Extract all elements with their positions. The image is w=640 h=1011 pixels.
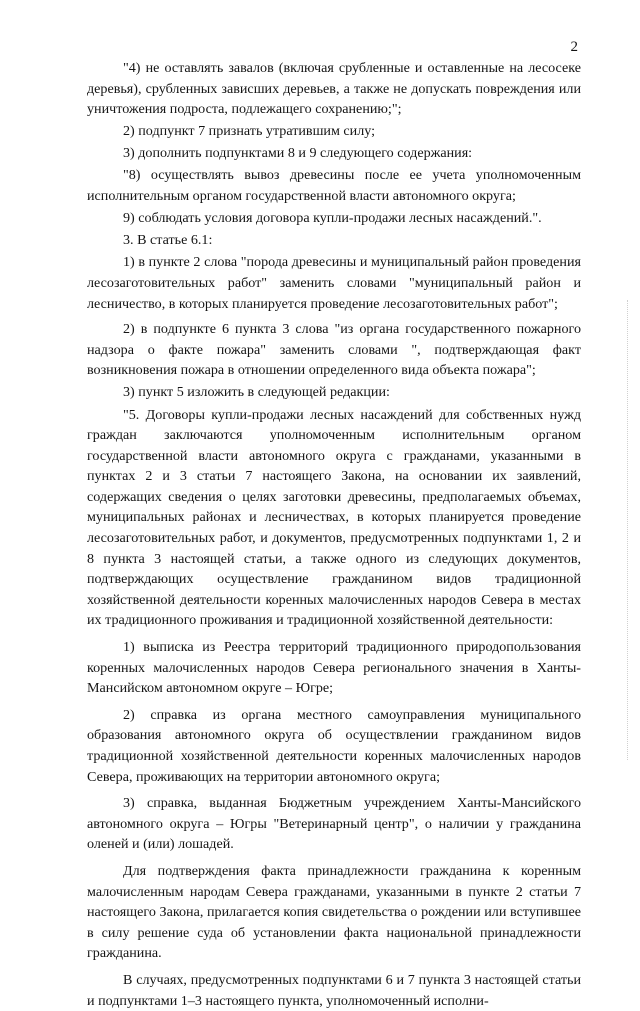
paragraph-article-6-1: 3. В статье 6.1: [123, 232, 213, 249]
paragraph-item-3-add: 3) дополнить подпунктами 8 и 9 следующего содержания: [123, 145, 473, 162]
paragraph-article-6-1-item-3: 3) пункт 5 изложить в следующей редакции: [123, 384, 390, 401]
paragraph-section-5: "5. Договоры купли-продажи лесных насаждений для собственных нужд граждан заключаются уполномоченным исполнительным органом государственной власти автономного округа с гражданами, указанными в пунктах 2 и 3 статьи 7 настоящего Закона, на основании их заявлений, содержащих сведения о целях заготовки древесины, предполагаемых объемах, муниципальных районах и лесничествах, в которых планируется проведение лесозаготовительных работ, и документов, предусмотренных подпунктами 1, 2 и 8 пункта 3 настоящей статьи, а также одного из следующих документов, подтверждающих осуществление гражданином видов традиционной хозяйственной деятельности коренных малочисленных народов Севера в местах их традиционного проживания и традиционной хозяйственной деятельности: [87, 406, 581, 629]
paragraph-doc-1: 1) выписка из Реестра территорий традиционного природопользования коренных малочисленных народов Севера регионального значения в Ханты-Мансийском автономном округе – Югре; [87, 639, 581, 697]
paragraph-article-6-1-item-2: 2) в подпункте 6 пункта 3 слова "из органа государственного пожарного надзора о факте пожара" заменить словами ", подтверждающая факт возникновения пожара в отношении определенного вида объекта пожара"; [87, 321, 581, 379]
scan-edge-marks [624, 300, 628, 760]
paragraph-article-6-1-item-1: 1) в пункте 2 слова "порода древесины и муниципальный район проведения лесозаготовительных работ" заменить словами "муниципальный район и лесничество, в которых планируется проведение лесозаготовительных работ"; [87, 254, 581, 312]
paragraph-cases: В случаях, предусмотренных подпунктами 6 и 7 пункта 3 настоящей статьи и подпунктами 1–3 настоящего пункта, уполномоченный исполни- [87, 971, 581, 1009]
paragraph-doc-3: 3) справка, выданная Бюджетным учреждением Ханты-Мансийского автономного округа – Югры "Ветеринарный центр", о наличии у гражданина оленей и (или) лошадей. [87, 795, 581, 853]
paragraph-item-9: 9) соблюдать условия договора купли-продажи лесных насаждений.". [123, 210, 542, 227]
paragraph-origin-proof: Для подтверждения факта принадлежности гражданина к коренным малочисленным народам Севера гражданами, указанными в пункте 2 статьи 7 настоящего Закона, прилагается копия свидетельства о рождении или вступившее в силу решение суда об установлении факта национальной принадлежности гражданина. [87, 862, 581, 962]
page-number: 2 [570, 39, 578, 55]
paragraph-doc-2: 2) справка из органа местного самоуправления муниципального образования автономного округа об осуществлении гражданином видов традиционной хозяйственной деятельности коренных малочисленных народов Севера, проживающих на территории автономного округа; [87, 706, 581, 785]
paragraph-item-8: "8) осуществлять вывоз древесины после ее учета уполномоченным исполнительным органом государственной власти автономного округа; [87, 167, 581, 205]
paragraph-item-2-repeal: 2) подпункт 7 признать утратившим силу; [123, 123, 376, 140]
paragraph-item-4: "4) не оставлять завалов (включая срубленные и оставленные на лесосеке деревья), срубленных зависших деревьев, а также не допускать повреждения или уничтожения подроста, подлежащего сохранению;"; [87, 60, 581, 118]
document-text [87, 58, 581, 1011]
